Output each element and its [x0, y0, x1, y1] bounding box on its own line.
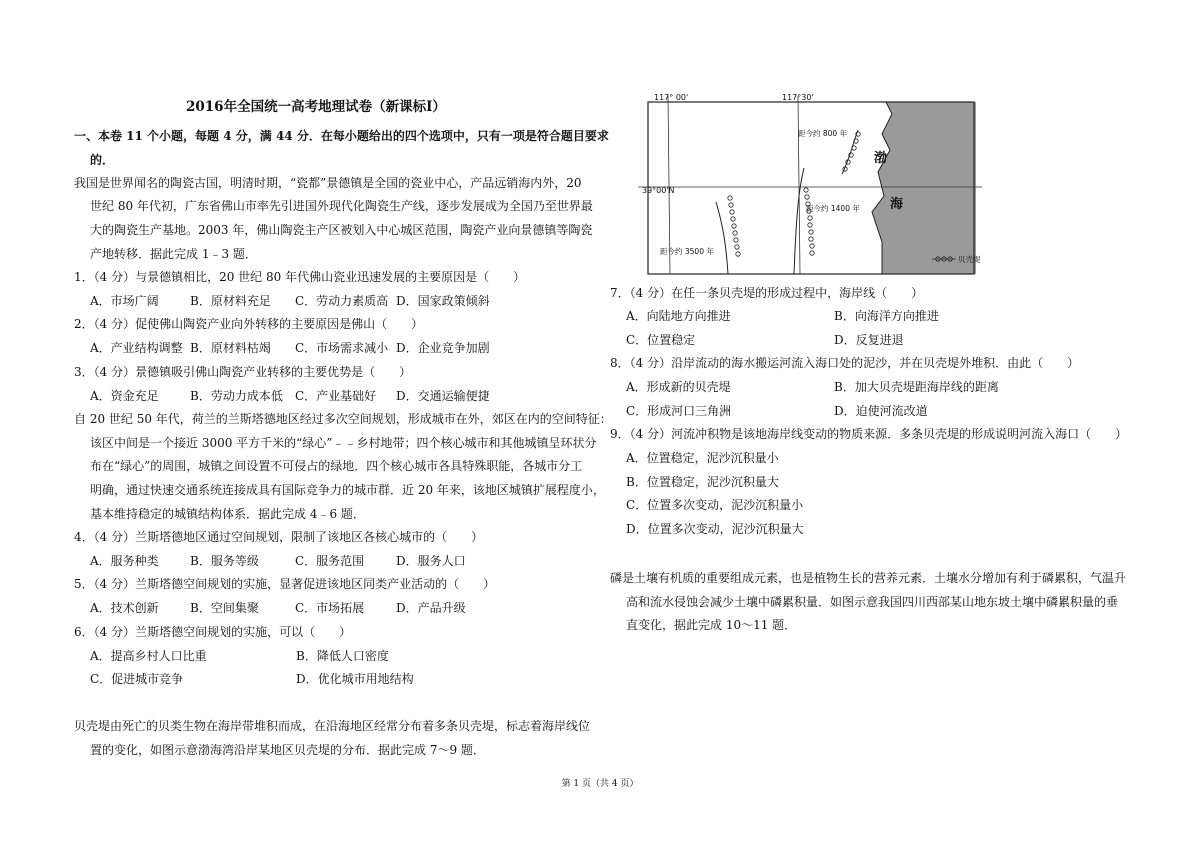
question-3-stem: 3．（4 分）景德镇吸引佛山陶瓷产业转移的主要优势是（ ） [74, 365, 412, 379]
question-1-stem: 1．（4 分）与景德镇相比，20 世纪 80 年代佛山瓷业迅速发展的主要原因是（ ） [74, 270, 526, 284]
q2-option-c[interactable]: C．市场需求减小 [295, 341, 389, 355]
passage-2-line: 该区中间是一个接近 3000 平方千米的“绿心”﹣﹣乡村地带；四个核心城市和其他城镇呈环状分 [90, 436, 597, 450]
passage-3-line: 贝壳堤由死亡的贝类生物在海岸带堆积而成，在沿海地区经常分布着多条贝壳堤，标志着海岸线位 [74, 719, 591, 733]
shell-ridge-map [642, 92, 986, 284]
page-footer: 第 1 页（共 4 页） [561, 779, 639, 789]
q1-option-d[interactable]: D．国家政策倾斜 [396, 294, 490, 308]
question-1-options [90, 293, 490, 309]
q1-option-a[interactable]: A．市场广阔 [90, 294, 159, 308]
q1-option-c[interactable]: C．劳动力素质高 [295, 294, 389, 308]
shell-ridge-3500 [716, 202, 728, 274]
question-7-stem: 7．（4 分）在任一条贝壳堤的形成过程中，海岸线（ ） [610, 286, 924, 300]
q9-option-b[interactable]: B．位置稳定，泥沙沉积量大 [626, 475, 779, 489]
question-2-stem: 2．（4 分）促使佛山陶瓷产业向外转移的主要原因是佛山（ ） [74, 317, 424, 331]
passage-2-line: 布在“绿心”的周围，城镇之间设置不可侵占的绿地．四个核心城市各具特殊职能，各城市分工 [90, 459, 583, 473]
q7-option-c[interactable]: C．位置稳定 [626, 333, 696, 347]
q8-option-c[interactable]: C．形成河口三角洲 [626, 404, 732, 418]
passage-1-line: 世纪 80 年代初，广东省佛山市率先引进国外现代化陶瓷生产线，逐步发展成为全国乃至世界最 [90, 199, 593, 213]
q4-option-c[interactable]: C．服务范围 [295, 554, 365, 568]
q3-option-d[interactable]: D．交通运输便捷 [396, 389, 490, 403]
q8-option-a[interactable]: A．形成新的贝壳堤 [626, 380, 731, 394]
label-3500-years: 距今约 3500 年 [660, 247, 714, 256]
page-title: 2016年全国统一高考地理试卷（新课标Ⅰ） [186, 99, 446, 115]
passage-1-line: 大的陶瓷生产基地。2003 年，佛山陶瓷主产区被划入中心城区范围，陶瓷产业向景德镇等陶瓷 [90, 223, 593, 237]
legend-shell-ridge-label: 贝壳堤 [958, 255, 981, 264]
longitude-label-1: 117° 00' [654, 93, 689, 102]
q6-option-a[interactable]: A．提高乡村人口比重 [90, 649, 207, 663]
q6-option-c[interactable]: C．促进城市竞争 [90, 672, 184, 686]
q2-option-a[interactable]: A．产业结构调整 [90, 341, 183, 355]
q3-option-c[interactable]: C．产业基础好 [295, 389, 377, 403]
q4-option-a[interactable]: A．服务种类 [90, 554, 159, 568]
q1-option-b[interactable]: B．原材料充足 [190, 294, 271, 308]
passage-1-line: 产地转移．据此完成 1﹣3 题． [90, 247, 257, 261]
q9-option-a[interactable]: A．位置稳定，泥沙沉积量小 [626, 451, 779, 465]
question-5-stem: 5．（4 分）兰斯塔德空间规划的实施，显著促进该地区同类产业活动的（ ） [74, 577, 496, 591]
q9-option-d[interactable]: D．位置多次变动，泥沙沉积量大 [626, 522, 804, 536]
sea-label-bo: 渤 [874, 151, 888, 166]
q3-option-a[interactable]: A．资金充足 [90, 389, 159, 403]
q7-option-d[interactable]: D．反复进退 [834, 333, 904, 347]
question-9-stem: 9．（4 分）河流冲积物是该地海岸线变动的物质来源．多条贝壳堤的形成说明河流入海口（ ） [610, 427, 1128, 441]
passage-1-line: 我国是世界闻名的陶瓷古国，明清时期，“瓷都”景德镇是全国的瓷业中心，产品远销海内外，20 [74, 176, 582, 190]
q6-option-b[interactable]: B．降低人口密度 [296, 649, 389, 663]
question-2-options [90, 340, 490, 356]
section-heading: 一、本卷 11 个小题，每题 4 分，满 44 分．在每小题给出的四个选项中，只有一项是符合题目要求 [74, 129, 609, 143]
q2-option-d[interactable]: D．企业竞争加剧 [396, 341, 490, 355]
q5-option-b[interactable]: B．空间集聚 [190, 601, 259, 615]
longitude-line-117-30 [798, 96, 800, 274]
q9-option-c[interactable]: C．位置多次变动，泥沙沉积量小 [626, 498, 804, 512]
q5-option-a[interactable]: A．技术创新 [90, 601, 159, 615]
sea-label-hai: 海 [890, 197, 904, 212]
passage-2-line: 基本维持稳定的城镇结构体系．据此完成 4﹣6 题． [90, 507, 365, 521]
q5-option-c[interactable]: C．市场拓展 [295, 601, 365, 615]
label-1400-years: 距今约 1400 年 [806, 204, 860, 213]
passage-4-line: 磷是土壤有机质的重要组成元素，也是植物生长的营养元素．土壤水分增加有利于磷累积，气温升 [610, 571, 1127, 585]
question-4-options [90, 553, 466, 569]
q8-option-d[interactable]: D．迫使河流改道 [834, 404, 928, 418]
passage-2-line: 明确，通过快速交通系统连接成具有国际竞争力的城市群．近 20 年来，该地区城镇扩展程度小， [90, 483, 605, 497]
passage-2-line: 自 20 世纪 50 年代，荷兰的兰斯塔德地区经过多次空间规划，形成城市在外，郊区在内的空间特征： [74, 412, 612, 426]
sea-area [872, 102, 976, 274]
question-6-stem: 6．（4 分）兰斯塔德空间规划的实施，可以（ ） [74, 625, 352, 639]
q3-option-b[interactable]: B．劳动力成本低 [190, 389, 283, 403]
q8-option-b[interactable]: B．加大贝壳堤距海岸线的距离 [834, 380, 999, 394]
q2-option-b[interactable]: B．原材料枯竭 [190, 341, 271, 355]
passage-3-line: 置的变化，如图示意渤海湾沿岸某地区贝壳堤的分布．据此完成 7～9 题． [90, 743, 485, 757]
q4-option-b[interactable]: B．服务等级 [190, 554, 259, 568]
q5-option-d[interactable]: D．产品升级 [396, 601, 466, 615]
question-8-stem: 8．（4 分）沿岸流动的海水搬运河流入海口处的泥沙，并在贝壳堤外堆积．由此（ ） [610, 356, 1080, 370]
question-5-options [90, 600, 466, 616]
question-3-options [90, 388, 490, 404]
longitude-label-2: 117°30' [782, 93, 814, 102]
label-800-years: 距今约 800 年 [798, 129, 848, 138]
shell-ridge-3500-marks [728, 196, 740, 256]
q7-option-b[interactable]: B．向海洋方向推进 [834, 309, 939, 323]
q4-option-d[interactable]: D．服务人口 [396, 554, 466, 568]
question-4-stem: 4．（4 分）兰斯塔德地区通过空间规划，限制了该地区各核心城市的（ ） [74, 530, 484, 544]
shell-ridge-1400-marks [804, 188, 814, 255]
passage-4-line: 高和流水侵蚀会减少土壤中磷累积量．如图示意我国四川西部某山地东坡土壤中磷累积量的垂 [626, 595, 1119, 609]
section-heading-cont: 的． [90, 153, 115, 167]
q7-option-a[interactable]: A．向陆地方向推进 [626, 309, 731, 323]
q6-option-d[interactable]: D．优化城市用地结构 [296, 672, 414, 686]
latitude-label: 39°00'N [642, 186, 675, 195]
passage-4-line: 直变化，据此完成 10～11 题． [626, 618, 797, 632]
